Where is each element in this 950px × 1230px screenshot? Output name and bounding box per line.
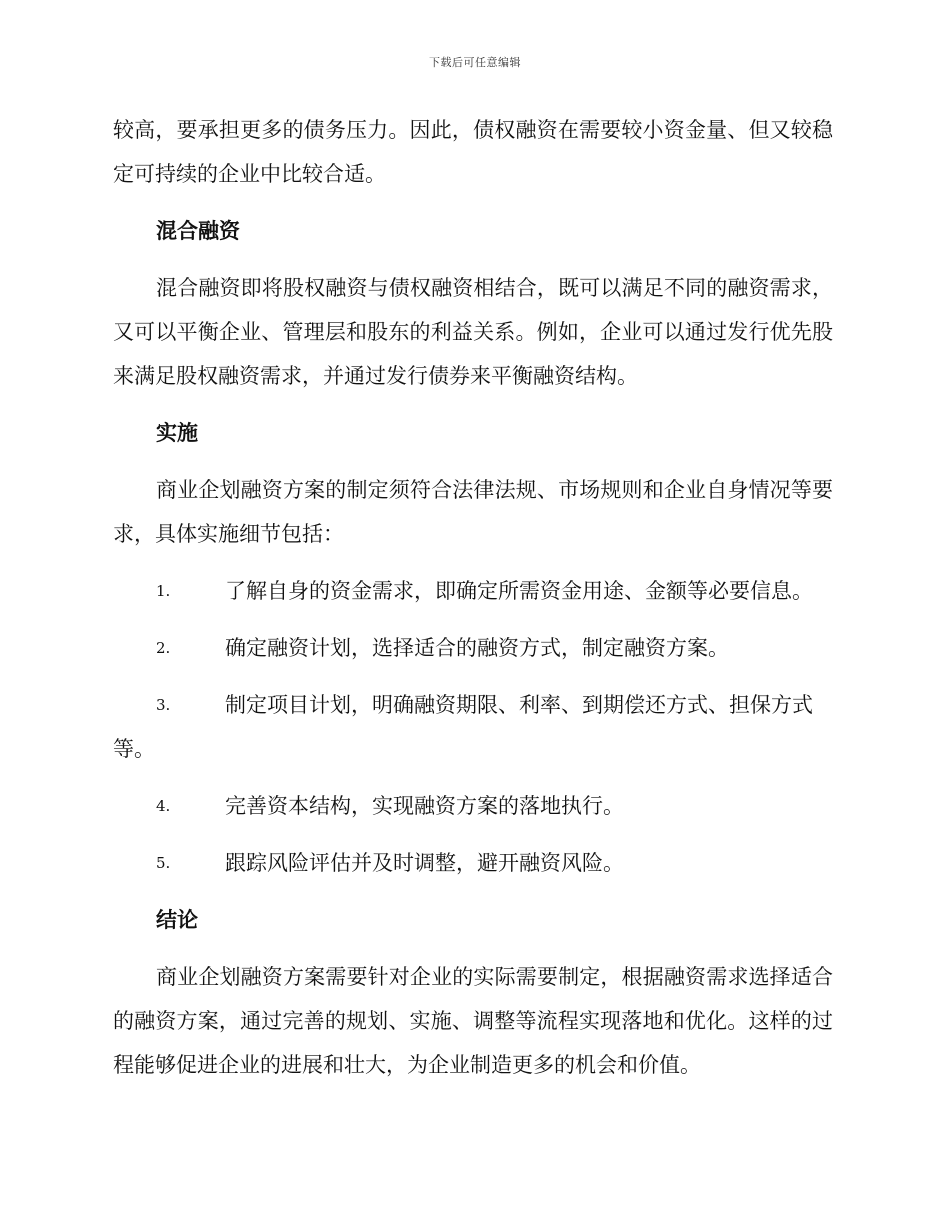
heading-conclusion: 结论 (156, 907, 198, 932)
list-item (113, 626, 833, 670)
list-item-number: 3. (156, 696, 171, 714)
paragraph-mixed-financing: 混合融资即将股权融资与债权融资相结合，既可以满足不同的融资需求，又可以平衡企业、管理层和股东的利益关系。例如，企业可以通过发行优先股来满足股权融资需求，并通过发行债券来平衡融资结构。 (113, 276, 833, 388)
list-item-text: 制定项目计划，明确融资期限、利率、到期偿还方式、担保方式等。 (113, 693, 813, 761)
list-item-number: 1. (156, 582, 171, 600)
heading-implementation: 实施 (156, 420, 198, 445)
paragraph-conclusion: 商业企划融资方案需要针对企业的实际需要制定，根据融资需求选择适合的融资方案，通过完善的规划、实施、调整等流程实现落地和优化。这样的过程能够促进企业的进展和壮大，为企业制造更多的机会和价值。 (113, 965, 833, 1077)
document-body (113, 108, 833, 1100)
list-item (113, 841, 833, 885)
heading-mixed-financing: 混合融资 (156, 218, 240, 243)
paragraph-implementation: 商业企划融资方案的制定须符合法律法规、市场规则和企业自身情况等要求，具体实施细节包括： (113, 478, 833, 546)
list-item (113, 683, 833, 771)
list-item-number: 2. (156, 639, 171, 657)
list-item-text: 完善资本结构，实现融资方案的落地执行。 (225, 794, 624, 818)
list-item (113, 569, 833, 613)
paragraph-debt-financing-end: 较高，要承担更多的债务压力。因此，债权融资在需要较小资金量、但又较稳定可持续的企业中比较合适。 (113, 118, 833, 186)
list-item-number: 5. (156, 854, 171, 872)
list-item-text: 了解自身的资金需求，即确定所需资金用途、金额等必要信息。 (225, 579, 813, 603)
list-item-text: 确定融资计划，选择适合的融资方式，制定融资方案。 (225, 636, 729, 660)
page-header: 下载后可任意编辑 (429, 56, 521, 69)
list-item-text: 跟踪风险评估并及时调整，避开融资风险。 (225, 851, 624, 875)
list-item (113, 784, 833, 828)
list-item-number: 4. (156, 797, 171, 815)
